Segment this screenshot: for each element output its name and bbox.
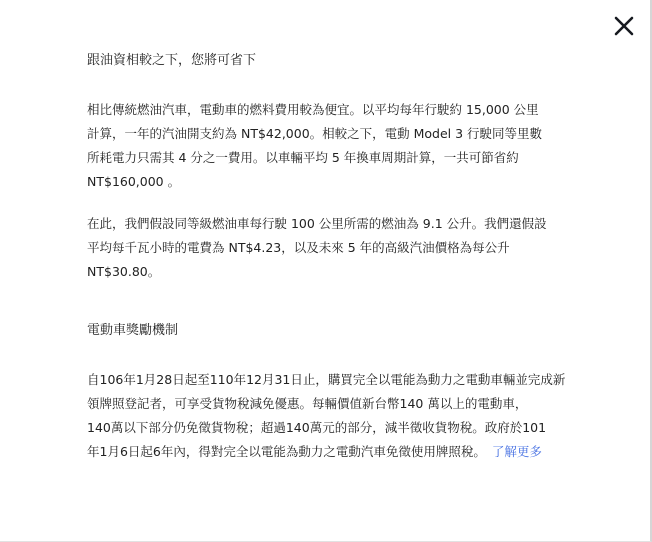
incentives-text: 自106年1月28日起至110年12月31日止，購買完全以電能為動力之電動車輛並完成新 領牌照登記者，可享受貨物稅減免優惠。每輛價值新台幣140 萬以上的電動車， 140萬以下部分仍免徵貨物稅；超過140萬元的部分，減半徵收貨物稅。政府於101 年1月6日起6年內，得對完全以電能為動力之電動汽車免徵使用牌照稅。 [87, 372, 566, 459]
savings-paragraph-assumptions: 在此，我們假設同等級燃油車每行駛 100 公里所需的燃油為 9.1 公升。我們還假設 平均每千瓦小時的電費為 NT$4.23，以及未來 5 年的高級汽油價格為每公升 NT$30.80。 [87, 216, 547, 279]
close-icon [612, 14, 636, 38]
savings-paragraph-fuel-cost: 相比傳統燃油汽車，電動車的燃料費用較為便宜。以平均每年行駛約 15,000 公里 計算，一年的汽油開支約為 NT$42,000。相較之下，電動 Model 3 行駛同等里數 所耗電力只需其 4 分之一費用。以車輛平均 5 年換車周期計算，一共可節省約 NT$160,000 。 [87, 102, 543, 189]
incentives-title: 電動車獎勵機制 [87, 323, 179, 338]
modal-content [87, 50, 577, 464]
learn-more-link[interactable]: 了解更多 [491, 444, 542, 459]
savings-title: 跟油資相較之下，您將可省下 [87, 53, 257, 68]
incentives-paragraph [87, 368, 577, 464]
close-button[interactable] [612, 14, 636, 38]
